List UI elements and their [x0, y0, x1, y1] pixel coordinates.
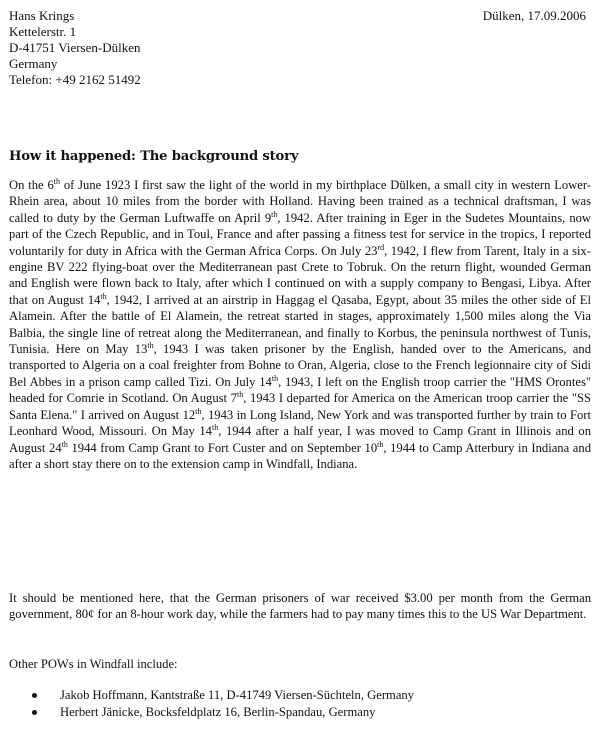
list-item — [30, 687, 414, 704]
ordinal-suffix: th — [195, 406, 202, 416]
list-item — [30, 704, 414, 721]
text-segment: of June 1923 I first saw the light of the world in my birthplace Dülken, a small city in western Lower-Rhein area, about 10 miles from the border with Holland. Having been trained as a technical draftsman, I was called to duty by the German Luftwaffe on April 9 — [9, 178, 592, 225]
text-segment: , 1943, I left on the English troop carrier the "HMS Orontes" headed for Comrie in Scotland. On August 7 — [9, 374, 591, 406]
ordinal-suffix: th — [53, 176, 60, 186]
text-segment: , 1942, I arrived at an airstrip in Haggag el Qasaba, Egypt, about 35 miles the other side of El Alamein. After the battle of El Alamein, the retreat started in stages, approximately 1,500 miles along the Via Balbia, the single line of retreat along the Mediterranean, and finally to Korbus, the peninsula northwest of Tunis, Tunisia. Here on May 13 — [9, 292, 591, 357]
text-segment: , 1943 I departed for America on the American troop carrier the "SS Santa Elena." I arrived on August 12 — [9, 391, 591, 422]
ordinal-suffix: th — [271, 373, 279, 383]
ordinal-suffix: rd — [377, 242, 385, 252]
text-segment: , 1944 after a half year, I was moved to Camp Grant in Illinois and on August 24 — [9, 424, 591, 455]
bullet-icon — [32, 710, 37, 715]
ordinal-suffix: th — [271, 209, 278, 219]
text-segment: , 1942, I flew from Tarent, Italy in a six-engine BV 222 flying-boat over the Mediterranean past Crete to Tobruk. On the return flight, wounded German and English were flown back to Italy, after which I continued on with a supply company to Bengasi, Libya. After that on August 14 — [9, 243, 591, 307]
ordinal-suffix: th — [61, 439, 68, 449]
sender-city: D-41751 Viersen-Dülken — [9, 40, 141, 55]
ordinal-suffix: th — [377, 439, 384, 449]
sender-phone: Telefon: +49 2162 51492 — [9, 72, 141, 87]
letter-date: Dülken, 17.09.2006 — [482, 8, 586, 23]
text-segment: On the 6 — [9, 178, 54, 192]
ordinal-suffix: th — [236, 390, 244, 400]
section-heading: How it happened: The background story — [9, 149, 299, 164]
other-pows-intro: Other POWs in Windfall include: — [9, 657, 178, 671]
sender-address-block — [9, 8, 141, 88]
ordinal-suffix: th — [100, 291, 107, 301]
bullet-icon — [32, 693, 37, 698]
text-segment: , 1943 I was taken prisoner by the English, handed over to the Americans, and transported to Algeria on a coal freighter from Bohne to Oran, Algeria, close to the French legionnaire city of Sidi Bel Abbes in a prison camp called Tizi. On July 14 — [9, 342, 591, 389]
pow-entry: Jakob Hoffmann, Kantstraße 11, D-41749 Viersen-Süchteln, Germany — [60, 688, 415, 702]
ordinal-suffix: th — [147, 340, 154, 350]
sender-country: Germany — [9, 56, 58, 71]
ordinal-suffix: th — [211, 422, 219, 432]
pow-entry: Herbert Jänicke, Bocksfeldplatz 16, Berlin-Spandau, Germany — [60, 704, 376, 719]
sender-name: Hans Krings — [9, 8, 75, 23]
text-segment: 1944 from Camp Grant to Fort Custer and on September 10 — [67, 440, 378, 455]
wages-paragraph: It should be mentioned here, that the German prisoners of war received $3.00 per month from the German government, 80¢ for an 8-hour work day, while the farmers had to pay many times this to the US War Department. — [9, 591, 591, 622]
sender-street: Kettelerstr. 1 — [9, 24, 77, 39]
text-segment: , 1944 to Camp Atterbury in Indiana and after a short stay there on to the extension camp in Windfall, Indiana. — [9, 440, 591, 471]
background-story-paragraph — [9, 177, 591, 472]
other-pows-list — [30, 687, 414, 720]
text-segment: , 1943 in Long Island, New York and was transported further by train to Fort Leonhard Wood, Missouri. On May 14 — [9, 407, 591, 439]
text-segment: , 1942. After training in Eger in the Sudetes Mountains, now part of the Czech Republic, and in Toul, France and after passing a fitness test for service in the tropics, I reported voluntarily for duty in Africa with the German Africa Corps. On July 23 — [9, 210, 592, 258]
